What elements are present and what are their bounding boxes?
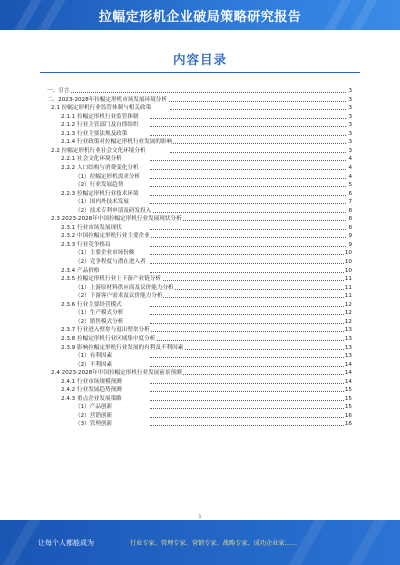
toc-entry[interactable] (0, 190, 400, 198)
toc-leader-dots (150, 263, 348, 264)
toc-entry-label: 二、2023-2028年拉幅定形机市场发展环境分析 (47, 96, 167, 103)
toc-leader-dots (150, 340, 348, 341)
toc-entry-page: 15 (344, 387, 352, 394)
toc-leader-dots (150, 246, 348, 247)
toc-entry[interactable] (0, 207, 400, 215)
toc-leader-dots (150, 195, 348, 196)
toc-entry[interactable] (0, 241, 400, 249)
toc-entry-label: （2）行业发展趋势 (75, 182, 124, 189)
toc-entry-page: 3 (348, 147, 352, 154)
toc-entry-page: 12 (344, 318, 352, 325)
toc-entry-label: 2.3.1 行业市场发展现状 (61, 224, 122, 231)
toc-entry[interactable] (0, 284, 400, 292)
toc-leader-dots (150, 314, 348, 315)
toc-entry-page: 10 (344, 259, 352, 265)
toc-leader-dots (150, 331, 348, 332)
toc-entry-page: 8 (348, 224, 352, 231)
toc-entry-label: 2.3.3 行业竞争格局 (61, 241, 111, 248)
toc-entry-page: 13 (344, 327, 352, 334)
toc-entry[interactable] (0, 198, 400, 206)
toc-entry[interactable] (0, 361, 400, 369)
toc-leader-dots (150, 178, 348, 179)
toc-entry-label: 2.4.3 重点企业发展策略 (61, 395, 122, 402)
toc-entry[interactable] (0, 249, 400, 257)
toc-entry-page: 14 (344, 378, 352, 385)
toc-entry-page: 5 (348, 182, 352, 189)
toc-entry-page: 11 (344, 284, 352, 291)
toc-entry-label: 2.3.2 中国拉幅定形机行业主要企业 (61, 233, 150, 240)
toc-entry[interactable] (0, 155, 400, 163)
toc-entry[interactable] (0, 138, 400, 146)
toc-entry-label: （1）产品创新 (75, 404, 113, 411)
toc-entry-page: 3 (348, 105, 352, 112)
toc-entry-page: 16 (344, 421, 352, 428)
toc-entry-page: 9 (348, 241, 352, 248)
toc-entry-label: 2.1.2 行业主管部门及自律组织 (61, 122, 139, 129)
toc-entry[interactable] (0, 96, 400, 104)
toc-leader-dots (150, 135, 348, 136)
toc-entry-label: （2）销售模式分析 (75, 318, 124, 325)
toc-entry-page: 13 (344, 344, 352, 351)
toc-entry-label: 2.2.3 拉幅定形机行业技术环境 (61, 190, 139, 197)
toc-entry-label: 2.4.2 行业发展趋势预测 (61, 387, 122, 394)
toc-entry-label: （3）管理创新 (75, 421, 113, 428)
toc-entry-label: 2.4.1 行业市场规模预测 (61, 378, 122, 385)
toc-entry-label: 2.1.4 行业政策对拉幅定形机行业发展的影响 (61, 139, 173, 146)
toc-heading: 内容目录 (172, 52, 227, 67)
toc-leader-dots (150, 289, 348, 290)
toc-entry-page: 10 (344, 267, 352, 274)
toc-leader-dots (150, 425, 348, 426)
report-header (0, 0, 400, 30)
toc-entry-page: 3 (348, 96, 352, 103)
toc-entry[interactable] (0, 309, 400, 317)
toc-entry-page: 8 (348, 216, 352, 223)
toc-entry[interactable] (0, 335, 400, 343)
toc-entry[interactable] (0, 412, 400, 420)
toc-entry-page: 3 (348, 88, 352, 94)
toc-entry-page: 3 (348, 139, 352, 146)
toc-entry-label: 2.2 拉幅定形机行业社会文化环境分析 (51, 147, 146, 154)
toc-entry[interactable] (0, 164, 400, 172)
toc-leader-dots (150, 229, 348, 230)
toc-leader-dots (150, 366, 348, 367)
toc-entry-page: 13 (344, 353, 352, 360)
toc-entry-label: 2.3.5 拉幅定形机行业上下游产业链分析 (61, 276, 161, 283)
toc-entry-page: 4 (348, 164, 352, 171)
toc-entry-label: 2.1 拉幅定形机行业监管体制与相关政策 (51, 105, 152, 112)
toc-entry[interactable] (0, 147, 400, 155)
toc-entry-page: 11 (344, 293, 352, 300)
toc-entry-label: （2）不利因素 (75, 361, 113, 368)
toc-entry-label: （1）生产模式分析 (75, 310, 124, 317)
toc-leader-dots (150, 391, 348, 392)
toc-entry[interactable] (0, 267, 400, 275)
toc-entry[interactable] (0, 326, 400, 334)
toc-entry-label: 一、引言 (47, 88, 70, 94)
toc-entry-label: 2.1.3 行业主要法规及政策 (61, 130, 128, 137)
toc-entry-page: 9 (348, 233, 352, 240)
toc-leader-dots (150, 272, 348, 273)
toc-entry-label: 2.4 2023-2028年中国拉幅定形机行业发展前景预测 (51, 370, 182, 377)
toc-leader-dots (150, 237, 348, 238)
toc-entry[interactable] (0, 181, 400, 189)
toc-entry-label: （1）上游原材料供应商及议价能力分析 (75, 284, 174, 291)
toc-entry[interactable] (0, 352, 400, 360)
footer-slogan: 让每个人都能成为 (38, 539, 94, 547)
page-number: 1 (198, 514, 202, 520)
toc-entry-label: 2.3.9 影响拉幅定形机行业发展的有利及不利因素 (61, 344, 184, 351)
toc-leader-dots (60, 92, 348, 93)
toc-entry-label: （2）营销创新 (75, 412, 113, 419)
toc-entry-page: 15 (344, 404, 352, 411)
toc-entry[interactable] (0, 318, 400, 326)
toc-entry-page: 4 (348, 156, 352, 163)
toc-entry[interactable] (0, 104, 400, 112)
toc-entry[interactable] (0, 420, 400, 428)
footer-experts-text: 行业专家、管理专家、营销专家、战略专家、成功企业家…… (130, 540, 298, 547)
toc-leader-dots (170, 109, 348, 110)
toc-leader-dots (150, 280, 348, 281)
toc-leader-dots (150, 297, 348, 298)
toc-entry[interactable] (0, 369, 400, 377)
toc-entry[interactable] (0, 113, 400, 121)
toc-entry-page: 12 (344, 301, 352, 308)
toc-entry[interactable] (0, 121, 400, 129)
toc-entry-page: 11 (344, 276, 352, 283)
toc-entry-label: （2）竞争程度与潜在进入者 (75, 259, 146, 265)
toc-leader-dots (150, 357, 348, 358)
toc-entry-page: 8 (348, 207, 352, 214)
toc-entry-label: 2.3.7 行业进入壁垒与退出壁垒分析 (61, 327, 150, 334)
toc-leader-dots (150, 408, 348, 409)
toc-entry[interactable] (0, 301, 400, 309)
toc-entry-label: 2.3 2023-2028年中国拉幅定形机行业发展现状分析 (51, 216, 182, 223)
footer-stripe-decoration (340, 520, 392, 565)
toc-entry-page: 3 (348, 122, 352, 129)
toc-leader-dots (150, 126, 348, 127)
toc-entry-label: 2.2.2 人口结构与消费变化分析 (61, 164, 139, 171)
toc-entry-page: 7 (348, 199, 352, 206)
toc-leader-dots (150, 306, 348, 307)
report-title: 拉幅定形机企业破局策略研究报告 (98, 10, 302, 25)
toc-leader-dots (170, 152, 348, 153)
toc-entry-label: 2.3.6 行业主要经营模式 (61, 301, 122, 308)
toc-entry-label: 2.3.4 产品价格 (61, 267, 100, 274)
toc-leader-dots (150, 417, 348, 418)
toc-entry-page: 10 (344, 250, 352, 257)
toc-entry-page: 15 (344, 395, 352, 402)
toc-leader-dots (170, 374, 348, 375)
toc-entry-label: （1）拉幅定形机需求分析 (75, 173, 141, 180)
toc-leader-dots (150, 118, 348, 119)
toc-leader-dots (150, 186, 348, 187)
toc-entry-label: 2.3.8 拉幅定形机行业区域集中度分析 (61, 335, 156, 342)
toc-entry[interactable] (0, 130, 400, 138)
toc-entry-label: （1）主要企业市场份额 (75, 250, 135, 257)
toc-entry-page: 16 (344, 412, 352, 419)
toc-entry-label: （2）下游客户需求及议价能力分析 (75, 293, 163, 300)
toc-entry-page: 12 (344, 310, 352, 317)
toc-entry[interactable] (0, 395, 400, 403)
toc-entry-label: 2.1.1 拉幅定形机行业监管体制 (61, 113, 139, 120)
toc-leader-dots (150, 143, 348, 144)
toc-leader-dots (150, 212, 348, 213)
toc-entry[interactable] (0, 87, 400, 95)
toc-entry-page: 3 (348, 113, 352, 120)
toc-leader-dots (150, 400, 348, 401)
toc-entry[interactable] (0, 224, 400, 232)
toc-leader-dots (150, 169, 348, 170)
toc-entry[interactable] (0, 215, 400, 223)
toc-entry[interactable] (0, 232, 400, 240)
toc-leader-dots (150, 383, 348, 384)
toc-entry-label: （2）技术专利申请及研发投入 (75, 207, 152, 214)
toc-leader-dots (150, 323, 348, 324)
toc-entry[interactable] (0, 403, 400, 411)
toc-entry-page: 3 (348, 130, 352, 137)
toc-leader-dots (150, 254, 348, 255)
toc-entry[interactable] (0, 292, 400, 300)
toc-entry-label: （1）国内外技术发展 (75, 199, 129, 206)
toc-entry[interactable] (0, 173, 400, 181)
toc-entry[interactable] (0, 378, 400, 386)
toc-leader-dots (150, 160, 348, 161)
toc-entry-page: 6 (348, 190, 352, 197)
toc-entry-page: 14 (344, 370, 352, 377)
toc-entry[interactable] (0, 275, 400, 283)
toc-divider (40, 72, 360, 73)
toc-leader-dots (170, 220, 348, 221)
toc-leader-dots (150, 203, 348, 204)
report-footer (0, 520, 400, 565)
toc-entry-page: 14 (344, 361, 352, 368)
toc-entry-page: 13 (344, 335, 352, 342)
toc-entry-page: 4 (348, 173, 352, 180)
toc-entry[interactable] (0, 258, 400, 266)
toc-entry-label: （1）有利因素 (75, 353, 113, 360)
toc-entry-label: 2.2.1 社会文化环境分析 (61, 156, 122, 163)
toc-entry[interactable] (0, 386, 400, 394)
toc-entry[interactable] (0, 344, 400, 352)
